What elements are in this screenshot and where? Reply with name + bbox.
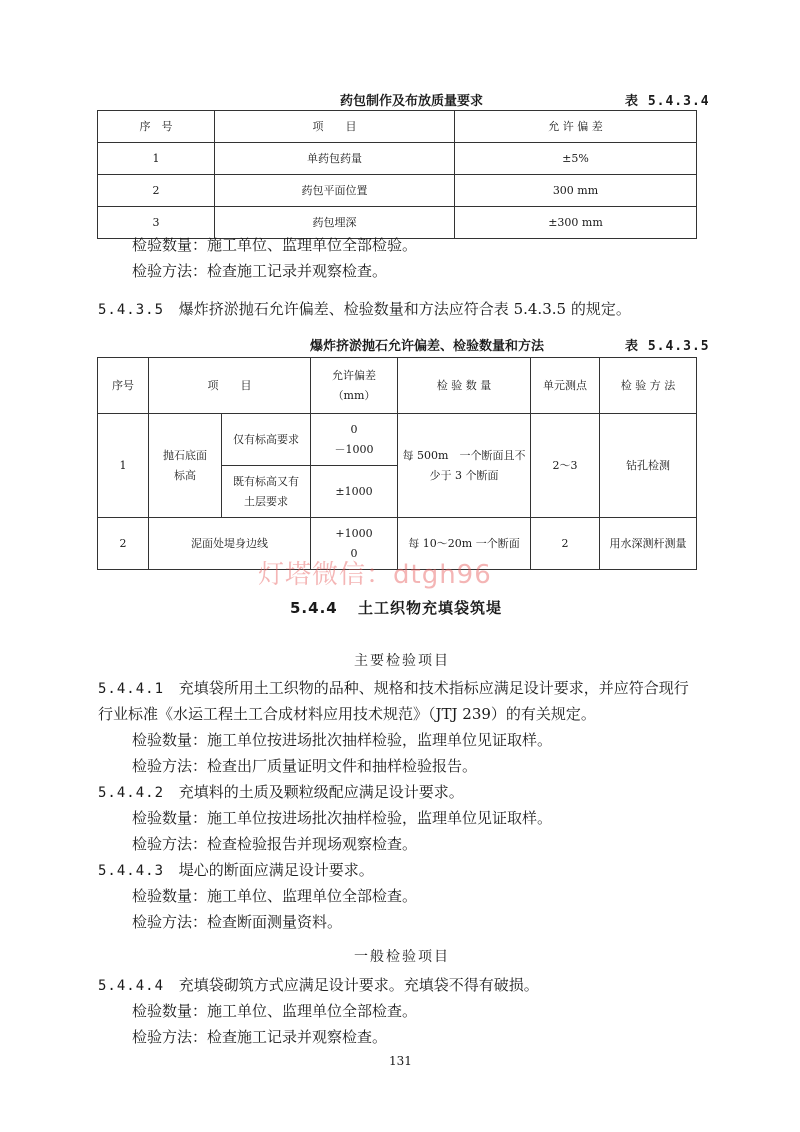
clause-number: 5.4.3.5	[98, 302, 165, 318]
clause-5443-qty: 检验数量：施工单位、监理单位全部检查。	[132, 887, 418, 905]
table2-cell-method: 钻孔检测	[600, 414, 697, 518]
table1-header-tolerance: 允 许 偏 差	[455, 111, 697, 143]
clause-text: 爆炸挤淤抛石允许偏差、检验数量和方法应符合表 5.4.3.5 的规定。	[178, 300, 631, 318]
clause-number: 5.4.4.2	[98, 785, 165, 801]
table-row	[98, 358, 697, 414]
table2-header-tolerance	[311, 358, 398, 414]
table1-title: 药包制作及布放质量要求	[340, 94, 484, 109]
clause-5443	[98, 857, 374, 884]
table1	[97, 110, 697, 239]
clause-5444-method: 检验方法：检查施工记录并观察检查。	[132, 1028, 388, 1046]
table2-header-no: 序号	[98, 358, 149, 414]
table2-header-tolerance-l2: （mm）	[332, 388, 376, 402]
clause-number: 5.4.4.1	[98, 681, 165, 697]
table-row	[98, 143, 697, 175]
clause-text: 堤心的断面应满足设计要求。	[178, 861, 374, 879]
clause-5441-line2: 行业标准《水运工程土工合成材料应用技术规范》（JTJ 239）的有关规定。	[98, 705, 596, 723]
table1-number: 表 5.4.3.4	[625, 94, 710, 109]
clause-5442-method: 检验方法：检查检验报告并现场观察检查。	[132, 835, 418, 853]
clause-number: 5.4.4.4	[98, 978, 165, 994]
table2-cell-item-sub2-l2: 土层要求	[244, 494, 288, 508]
table2-cell-qty: 每 10～20m 一个断面	[398, 518, 531, 570]
watermark: 灯塔微信：dtgh96	[258, 560, 492, 590]
table2-cell-qty	[398, 414, 531, 518]
general-items-heading: 一般检验项目	[354, 949, 450, 965]
table2-cell-points: 2	[531, 518, 600, 570]
table2-header-method: 检 验 方 法	[600, 358, 697, 414]
table2-cell-item-sub2	[222, 466, 311, 518]
table2-number: 表 5.4.3.5	[625, 339, 710, 354]
table2-cell-method: 用水深测杆测量	[600, 518, 697, 570]
table1-cell-no: 1	[98, 143, 215, 175]
table-row	[98, 175, 697, 207]
clause-5443-method: 检验方法：检查断面测量资料。	[132, 913, 343, 931]
clause-5444	[98, 972, 539, 999]
table2-cell-no: 2	[98, 518, 149, 570]
clause-5435	[98, 296, 631, 323]
clause-text: 充填袋所用土工织物的品种、规格和技术指标应满足设计要求，并应符合现行	[178, 679, 689, 697]
table2-header-tolerance-l1: 允许偏差	[332, 368, 376, 382]
table1-header-no: 序 号	[98, 111, 215, 143]
table1-cell-no: 3	[98, 207, 215, 239]
section-title-text: 土工织物充填袋筑堤	[357, 599, 502, 617]
table2-cell-tol-l1: +1000	[335, 526, 373, 540]
table2-cell-item-main-l1: 抛石底面	[163, 448, 207, 462]
table1-cell-tolerance: ±5%	[455, 143, 697, 175]
clause-5441	[98, 675, 689, 702]
clause-5444-qty: 检验数量：施工单位、监理单位全部检查。	[132, 1002, 418, 1020]
clause-5442-qty: 检验数量：施工单位按进场批次抽样检验，监理单位见证取样。	[132, 809, 553, 827]
table2-cell-sub1-tol-l1: 0	[350, 422, 358, 436]
table1-header-item: 项 目	[215, 111, 455, 143]
table2-cell-item-sub1: 仅有标高要求	[222, 414, 311, 466]
table1-cell-tolerance: 300 mm	[455, 175, 697, 207]
table2-cell-item-main	[149, 414, 222, 518]
table-row	[98, 414, 697, 466]
clause-5442	[98, 779, 464, 806]
clause-5441-qty: 检验数量：施工单位按进场批次抽样检验，监理单位见证取样。	[132, 731, 553, 749]
table2-cell-qty-l1: 每 500m 一个断面且不	[402, 448, 526, 462]
table2-cell-points: 2～3	[531, 414, 600, 518]
page-number: 131	[389, 1054, 412, 1068]
table1-cell-item: 药包平面位置	[215, 175, 455, 207]
table1-inspect-method: 检验方法：检查施工记录并观察检查。	[132, 262, 388, 280]
table1-cell-tolerance: ±300 mm	[455, 207, 697, 239]
table2-cell-qty-l2: 少于 3 个断面	[429, 468, 499, 482]
table2-cell-item-main-l2: 标高	[174, 468, 196, 482]
table2-cell-no: 1	[98, 414, 149, 518]
table2-cell-item-sub2-l1: 既有标高又有	[233, 474, 299, 488]
table1-cell-item: 药包埋深	[215, 207, 455, 239]
clause-text: 充填袋砌筑方式应满足设计要求。充填袋不得有破损。	[178, 976, 539, 994]
main-items-heading: 主要检验项目	[354, 653, 450, 669]
table2-cell-sub1-tol-l2: －1000	[334, 442, 374, 456]
table-row	[98, 111, 697, 143]
table2-cell-item: 泥面处堤身边线	[149, 518, 311, 570]
table2	[97, 357, 697, 570]
section-number: 5.4.4	[290, 599, 338, 617]
clause-number: 5.4.4.3	[98, 863, 165, 879]
clause-5441-method: 检验方法：检查出厂质量证明文件和抽样检验报告。	[132, 757, 478, 775]
table1-cell-item: 单药包药量	[215, 143, 455, 175]
table2-cell-sub1-tolerance	[311, 414, 398, 466]
table1-cell-no: 2	[98, 175, 215, 207]
section-title	[290, 597, 502, 618]
table2-header-points: 单元测点	[531, 358, 600, 414]
table2-cell-sub2-tolerance: ±1000	[311, 466, 398, 518]
table2-cell-tol-l2: 0	[350, 546, 358, 560]
table2-header-item: 项 目	[149, 358, 311, 414]
clause-text: 充填料的土质及颗粒级配应满足设计要求。	[178, 783, 464, 801]
table1-inspect-qty: 检验数量：施工单位、监理单位全部检验。	[132, 236, 418, 254]
table2-header-qty: 检 验 数 量	[398, 358, 531, 414]
table2-title: 爆炸挤淤抛石允许偏差、检验数量和方法	[310, 339, 545, 354]
